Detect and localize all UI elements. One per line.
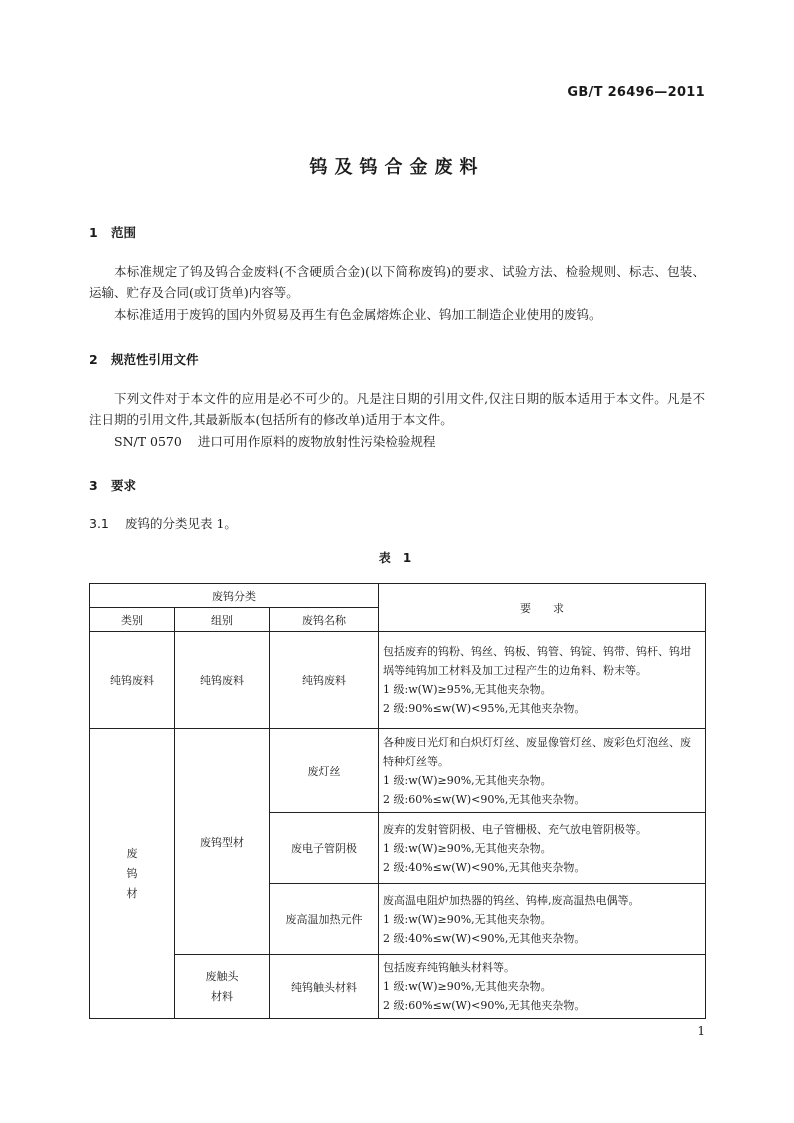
header-group: 组别	[175, 608, 270, 632]
row4-req-description: 废高温电阻炉加热器的钨丝、钨棒,废高温热电偶等。	[383, 893, 640, 907]
row2-req-grade2: 2 级:60%≤w(W)<90%,无其他夹杂物。	[383, 792, 586, 806]
group-line: 废触头	[205, 969, 239, 983]
row1-req-grade2: 2 级:90%≤w(W)<95%,无其他夹杂物。	[383, 702, 586, 715]
group-waste-contact-material	[175, 955, 270, 1019]
row1-name: 纯钨废料	[270, 632, 379, 729]
section-2-paragraph-1: 下列文件对于本文件的应用是必不可少的。凡是注日期的引用文件,仅注日期的版本适用于本文件。凡是不注日期的引用文件,其最新版本(包括所有的修改单)适用于本文件。	[89, 391, 705, 427]
standard-number: GB/T 26496—2011	[567, 85, 705, 100]
group-line: 材料	[211, 989, 233, 1003]
table-header-row-1	[90, 584, 706, 608]
section-1-heading	[89, 223, 136, 241]
category-waste-tungsten-material	[90, 729, 175, 1019]
row2-req-grade1: 1 级:w(W)≥90%,无其他夹杂物。	[383, 773, 552, 787]
section-2-heading	[89, 350, 199, 368]
row5-requirements	[379, 955, 706, 1019]
row3-requirements	[379, 813, 706, 884]
clause-3-1-text: 废钨的分类见表 1。	[125, 516, 237, 531]
normative-reference	[114, 432, 435, 452]
row1-group: 纯钨废料	[175, 632, 270, 729]
section-1-paragraph-1: 本标准规定了钨及钨合金废料(不含硬质合金)(以下简称废钨)的要求、试验方法、检验规则、标志、包装、运输、贮存及合同(或订货单)内容等。	[89, 264, 705, 300]
row1-req-description: 包括废弃的钨粉、钨丝、钨板、钨管、钨锭、钨带、钨杆、钨坩埚等纯钨加工材料及加工过程产生的边角料、粉末等。	[383, 645, 691, 677]
row2-req-description: 各种废日光灯和白炽灯灯丝、废显像管灯丝、废彩色灯泡丝、废特种灯丝等。	[383, 735, 691, 768]
row3-req-grade2: 2 级:40%≤w(W)<90%,无其他夹杂物。	[383, 860, 586, 874]
row4-requirements	[379, 884, 706, 955]
row1-requirements	[379, 632, 706, 729]
row1-category: 纯钨废料	[90, 632, 175, 729]
table-row	[90, 632, 706, 729]
header-name: 废钨名称	[270, 608, 379, 632]
section-3-number: 3	[89, 478, 98, 493]
document-title: 钨及钨合金废料	[309, 157, 485, 178]
category-char: 材	[126, 886, 138, 900]
page-number: 1	[697, 1024, 705, 1038]
header-category: 类别	[90, 608, 175, 632]
row2-name: 废灯丝	[270, 729, 379, 813]
row5-req-description: 包括废弃纯钨触头材料等。	[383, 961, 515, 974]
clause-3-1-number: 3.1	[89, 516, 109, 531]
row3-req-description: 废弃的发射管阴极、电子管栅极、充气放电管阴极等。	[383, 822, 647, 836]
section-3-heading	[89, 476, 136, 494]
row4-req-grade1: 1 级:w(W)≥90%,无其他夹杂物。	[383, 912, 552, 926]
reference-code: SN/T 0570	[114, 434, 182, 449]
category-char: 钨	[126, 866, 138, 880]
classification-table	[89, 583, 706, 1019]
category-char: 废	[126, 846, 138, 860]
section-1-number: 1	[89, 225, 98, 240]
section-1-paragraph-2: 本标准适用于废钨的国内外贸易及再生有色金属熔炼企业、钨加工制造企业使用的废钨。	[114, 307, 602, 322]
section-2-title: 规范性引用文件	[111, 352, 199, 367]
row3-name: 废电子管阴极	[270, 813, 379, 884]
row5-req-grade2: 2 级:60%≤w(W)<90%,无其他夹杂物。	[383, 999, 586, 1012]
row5-req-grade1: 1 级:w(W)≥90%,无其他夹杂物。	[383, 980, 552, 993]
header-requirements: 要 求	[379, 584, 706, 632]
row2-requirements	[379, 729, 706, 813]
row5-name: 纯钨触头材料	[270, 955, 379, 1019]
section-1-title: 范围	[111, 225, 137, 240]
row3-req-grade1: 1 级:w(W)≥90%,无其他夹杂物。	[383, 841, 552, 855]
row4-name: 废高温加热元件	[270, 884, 379, 955]
group-waste-tungsten-profile: 废钨型材	[175, 729, 270, 955]
table-row	[90, 955, 706, 1019]
table-caption: 表 1	[378, 551, 416, 565]
clause-3-1	[89, 514, 237, 534]
section-3-title: 要求	[111, 478, 137, 493]
row4-req-grade2: 2 级:40%≤w(W)<90%,无其他夹杂物。	[383, 931, 586, 945]
table-row	[90, 729, 706, 813]
header-classification: 废钨分类	[90, 584, 379, 608]
row1-req-grade1: 1 级:w(W)≥95%,无其他夹杂物。	[383, 683, 552, 696]
section-2-number: 2	[89, 352, 98, 367]
reference-title: 进口可用作原料的废物放射性污染检验规程	[197, 434, 436, 449]
